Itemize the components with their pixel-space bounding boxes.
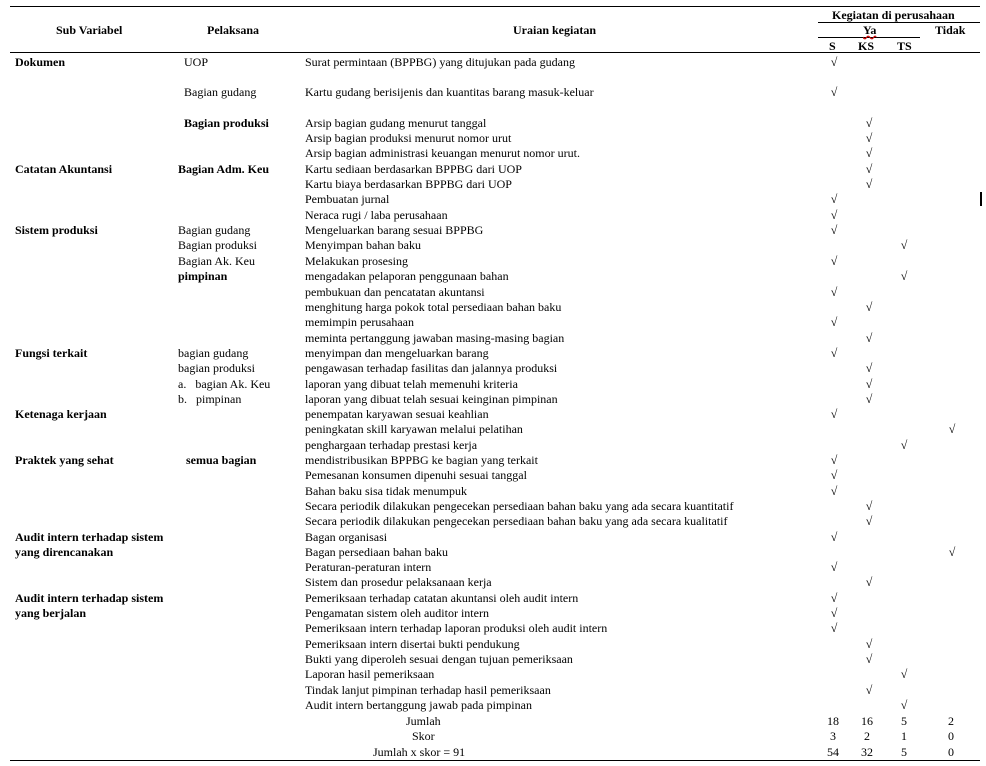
row-uraian: Surat permintaan (BPPBG) yang ditujukan pada gudang [305,55,575,69]
check-mark-ks: √ [865,162,873,176]
row-uraian: Secara periodik dilakukan pengecekan persediaan bahan baku yang ada secara kuantitatif [305,499,734,513]
row-pelaksana: Bagian produksi [184,116,269,130]
summary-value-s: 3 [830,729,836,743]
check-mark-ks: √ [865,575,873,589]
summary-value-ks: 16 [861,714,873,728]
header-kegiatan: Kegiatan di perusahaan [832,8,955,22]
row-sub-variabel: Sistem produksi [15,223,98,237]
row-uraian: Kartu biaya berdasarkan BPPBG dari UOP [305,177,512,191]
summary-value-t: 0 [948,729,954,743]
check-mark-ks: √ [865,514,873,528]
row-uraian: Arsip bagian gudang menurut tanggal [305,116,487,130]
row-pelaksana: UOP [184,55,209,69]
row-pelaksana: bagian gudang [178,346,249,360]
row-sub-variabel: yang direncanakan [15,545,114,559]
row-sub-variabel: Fungsi terkait [15,346,88,360]
row-uraian: pengawasan terhadap fasilitas dan jalannya produksi [305,361,558,375]
row-uraian: Peraturan-peraturan intern [305,560,432,574]
row-uraian: penempatan karyawan sesuai keahlian [305,407,489,421]
row-uraian: Neraca rugi / laba perusahaan [305,208,448,222]
check-mark-s: √ [830,315,838,329]
check-mark-s: √ [830,208,838,222]
check-mark-s: √ [830,407,838,421]
row-uraian: Arsip bagian produksi menurut nomor urut [305,131,512,145]
check-mark-ts: √ [900,698,908,712]
check-mark-ks: √ [865,637,873,651]
summary-value-ts: 5 [901,745,907,759]
row-sub-variabel: Dokumen [15,55,66,69]
row-uraian: Bagan organisasi [305,530,388,544]
header-sub-variabel: Sub Variabel [56,23,123,37]
row-pelaksana: Bagian Ak. Keu [178,254,255,268]
header-s: S [829,39,836,53]
row-uraian: Pengamatan sistem oleh auditor intern [305,606,489,620]
row-sub-variabel: Audit intern terhadap sistem [15,530,164,544]
row-uraian: menghitung harga pokok total persediaan bahan baku [305,300,562,314]
check-mark-s: √ [830,55,838,69]
summary-value-ts: 5 [901,714,907,728]
row-uraian: Bagan persediaan bahan baku [305,545,448,559]
row-uraian: laporan yang dibuat telah memenuhi kriteria [305,377,518,391]
check-mark-ks: √ [865,331,873,345]
check-mark-ks: √ [865,146,873,160]
top-rule [10,6,980,7]
check-mark-ts: √ [900,438,908,452]
row-sub-variabel: Catatan Akuntansi [15,162,113,176]
row-pelaksana: a. bagian Ak. Keu [178,377,271,391]
row-uraian: Bahan baku sisa tidak menumpuk [305,484,467,498]
row-sub-variabel: Praktek yang sehat [15,453,114,467]
check-mark-s: √ [830,223,838,237]
row-uraian: Mengeluarkan barang sesuai BPPBG [305,223,484,237]
row-uraian: peningkatan skill karyawan melalui pelatihan [305,422,523,436]
check-mark-ks: √ [865,131,873,145]
check-mark-s: √ [830,591,838,605]
summary-value-ks: 2 [864,729,870,743]
row-uraian: pembukuan dan pencatatan akuntansi [305,285,485,299]
bottom-rule [10,760,980,761]
check-mark-ks: √ [865,361,873,375]
check-mark-s: √ [830,468,838,482]
check-mark-s: √ [830,254,838,268]
check-mark-s: √ [830,453,838,467]
summary-value-ks: 32 [861,745,873,759]
summary-value-s: 18 [827,714,839,728]
check-mark-ks: √ [865,177,873,191]
summary-label: Jumlah x skor = 91 [373,745,466,759]
check-mark-ks: √ [865,652,873,666]
row-uraian: menyimpan dan mengeluarkan barang [305,346,489,360]
row-pelaksana: bagian produksi [178,361,255,375]
row-uraian: Pemeriksaan intern disertai bukti pendukung [305,637,520,651]
check-mark-ks: √ [865,392,873,406]
row-uraian: Bukti yang diperoleh sesuai dengan tujuan pemeriksaan [305,652,573,666]
check-mark-ks: √ [865,499,873,513]
row-uraian: memimpin perusahaan [305,315,414,329]
row-pelaksana: Bagian gudang [178,223,251,237]
row-uraian: Pemeriksaan intern terhadap laporan produksi oleh audit intern [305,621,608,635]
header-ks: KS [858,39,875,53]
row-pelaksana: b. pimpinan [178,392,242,406]
check-mark-s: √ [830,560,838,574]
check-mark-ts: √ [900,238,908,252]
row-uraian: mengadakan pelaporan penggunaan bahan [305,269,509,283]
check-mark-ks: √ [865,300,873,314]
summary-value-s: 54 [827,745,839,759]
row-uraian: Kartu gudang berisijenis dan kuantitas barang masuk-keluar [305,85,594,99]
check-mark-s: √ [830,606,838,620]
header-pelaksana: Pelaksana [207,23,260,37]
check-mark-s: √ [830,621,838,635]
header-uraian: Uraian kegiatan [513,23,597,37]
row-uraian: Melakukan prosesing [305,254,408,268]
row-sub-variabel: Audit intern terhadap sistem [15,591,164,605]
summary-value-t: 2 [948,714,954,728]
row-sub-variabel: yang berjalan [15,606,87,620]
row-uraian: Arsip bagian administrasi keuangan menurut nomor urut. [305,146,580,160]
check-mark-s: √ [830,484,838,498]
check-mark-s: √ [830,192,838,206]
summary-label: Skor [412,729,435,743]
row-uraian: Pembuatan jurnal [305,192,390,206]
row-pelaksana: Bagian Adm. Keu [178,162,270,176]
header-tidak: Tidak [935,23,966,37]
header-ts: TS [897,39,912,53]
check-mark-s: √ [830,85,838,99]
check-mark-t: √ [948,422,956,436]
check-mark-s: √ [830,346,838,360]
row-uraian: Tindak lanjut pimpinan terhadap hasil pemeriksaan [305,683,551,697]
row-pelaksana: pimpinan [178,269,228,283]
check-mark-s: √ [830,530,838,544]
row-uraian: Kartu sediaan berdasarkan BPPBG dari UOP [305,162,522,176]
summary-value-ts: 1 [901,729,907,743]
row-uraian: Laporan hasil pemeriksaan [305,667,435,681]
row-pelaksana: Bagian gudang [184,85,257,99]
row-uraian: Sistem dan prosedur pelaksanaan kerja [305,575,492,589]
row-sub-variabel: Ketenaga kerjaan [15,407,107,421]
check-mark-ks: √ [865,377,873,391]
summary-label: Jumlah [406,714,441,728]
row-uraian: penghargaan terhadap prestasi kerja [305,438,478,452]
row-uraian: Pemeriksaan terhadap catatan akuntansi oleh audit intern [305,591,579,605]
check-mark-ks: √ [865,116,873,130]
margin-mark [980,192,982,206]
check-mark-t: √ [948,545,956,559]
check-mark-ts: √ [900,269,908,283]
row-pelaksana: semua bagian [186,453,257,467]
row-uraian: laporan yang dibuat telah sesuai keinginan pimpinan [305,392,558,406]
check-mark-s: √ [830,285,838,299]
row-pelaksana: Bagian produksi [178,238,257,252]
check-mark-ks: √ [865,683,873,697]
row-uraian: Menyimpan bahan baku [305,238,421,252]
header-ya: Ya [863,23,877,37]
check-mark-ts: √ [900,667,908,681]
row-uraian: Audit intern bertanggung jawab pada pimpinan [305,698,532,712]
row-uraian: meminta pertanggung jawaban masing-masing bagian [305,331,565,345]
row-uraian: mendistribusikan BPPBG ke bagian yang terkait [305,453,538,467]
row-uraian: Pemesanan konsumen dipenuhi sesuai tanggal [305,468,527,482]
summary-value-t: 0 [948,745,954,759]
row-uraian: Secara periodik dilakukan pengecekan persediaan bahan baku yang ada secara kualitatif [305,514,728,528]
